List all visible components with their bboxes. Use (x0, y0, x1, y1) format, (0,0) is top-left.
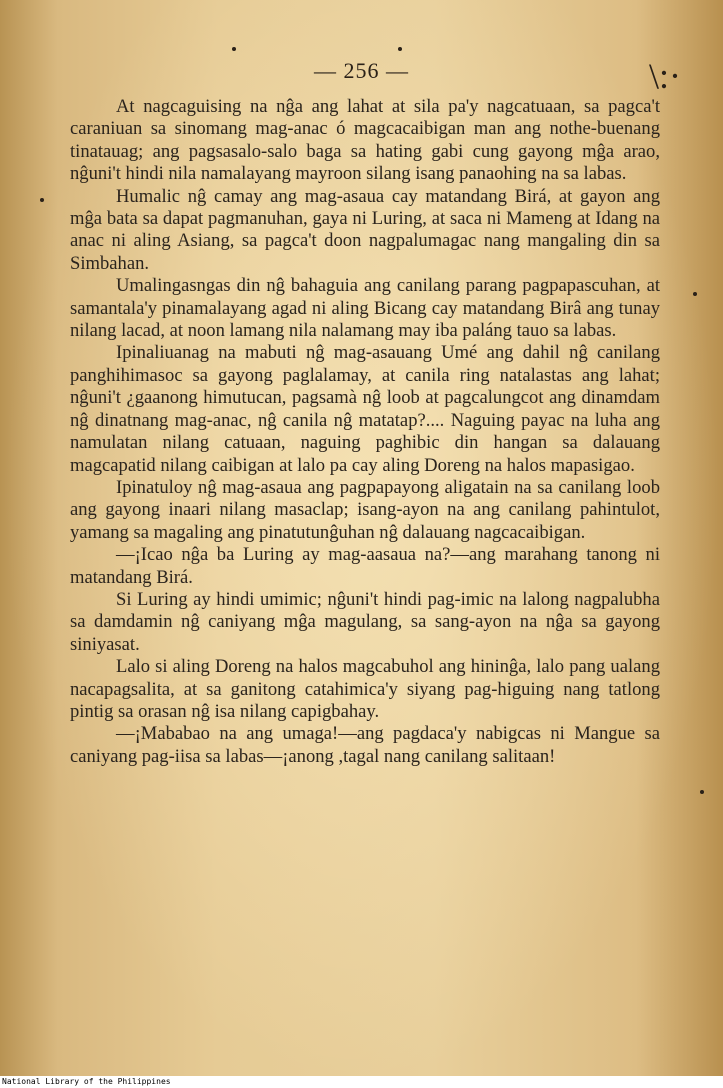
paragraph: At nagcaguising na nĝa ang lahat at sila pa'y nagcatuaan, sa pagca't caraniuan sa sinomang mag-anac ó magcacaibigan man ang nothe-buenang tinatauag; ang pagsasalo-salo baga sa hating gabi cung gayong mĝa arao, nĝuni't hindi nila namalayang mayroon silang isang panaohing na sa labas. (70, 96, 660, 185)
body-text (70, 96, 660, 768)
ink-speck (700, 790, 704, 794)
paragraph: Lalo si aling Doreng na halos magcabuhol ang hininĝa, lalo pang ualang nacapagsalita, at sa ganitong catahimica'y siyang pag-higuing nang tatlong pintig sa orasan nĝ isa nilang capigbahay. (70, 656, 660, 722)
paragraph: Humalic nĝ camay ang mag-asaua cay matandang Birá, at gayon ang mĝa bata sa dapat pagmanuhan, gaya ni Luring, at saca ni Mameng at Idang na anac ni aling Asiang, sa pagca't doon nagpalumagac nang mangaling din sa Simbahan. (70, 185, 660, 274)
margin-marks: \:· (649, 56, 681, 96)
dialogue-paragraph: —¡Mababao na ang umaga!—ang pagdaca'y nabigcas ni Mangue sa caniyang pag-iisa sa labas—¡anong ,tagal nang canilang salitaan! (70, 723, 660, 767)
library-credit: National Library of the Philippines (0, 1076, 723, 1088)
page-number: — 256 — (314, 58, 409, 83)
ink-speck (232, 47, 236, 51)
paragraph: Si Luring ay hindi umimic; nĝuni't hindi pag-imic na lalong nagpalubha sa damdamin nĝ caniyang mĝa magulang, sa sang-ayon na nĝa sa gayong siniyasat. (70, 588, 660, 655)
paragraph: Ipinaliuanag na mabuti nĝ mag-asauang Umé ang dahil nĝ canilang panghihimasoc sa gayong paglalamay, at canila ring natalastas ang lahat; nĝuni't ¿gaanong himutucan, pagsamà nĝ loob at pagcalungcot ang dinamdam nĝ dinatnang mag-anac, nĝ canila nĝ matatap?.... Naguing payac na luha ang namulatan nilang catuaan, naguing paghibic din hangan sa dalauang magcapatid nilang caibigan at lalo pa cay aling Doreng na halos mapasigao. (70, 342, 660, 476)
ink-speck (40, 198, 44, 202)
ink-speck (398, 47, 402, 51)
dialogue-paragraph: —¡Icao nĝa ba Luring ay mag-aasaua na?—ang marahang tanong ni matandang Birá. (70, 544, 660, 588)
paragraph: Umalingasngas din nĝ bahaguia ang canilang parang pagpapascuhan, at samantala'y pinamalayang agad ni aling Bicang cay matandang Birâ ang tunay nilang lacad, at noon lamang nila nalamang may iba paláng tauo sa labas. (70, 275, 660, 342)
ink-speck (693, 292, 697, 296)
paragraph: Ipinatuloy nĝ mag-asaua ang pagpapayong aligatain na sa canilang loob ang gayong inaari nilang masaclap; isang-ayon na ang canilang pahintulot, yamang sa magaling ang pinatutunĝuhan nĝ dalauang nagcacaibigan. (70, 476, 660, 543)
